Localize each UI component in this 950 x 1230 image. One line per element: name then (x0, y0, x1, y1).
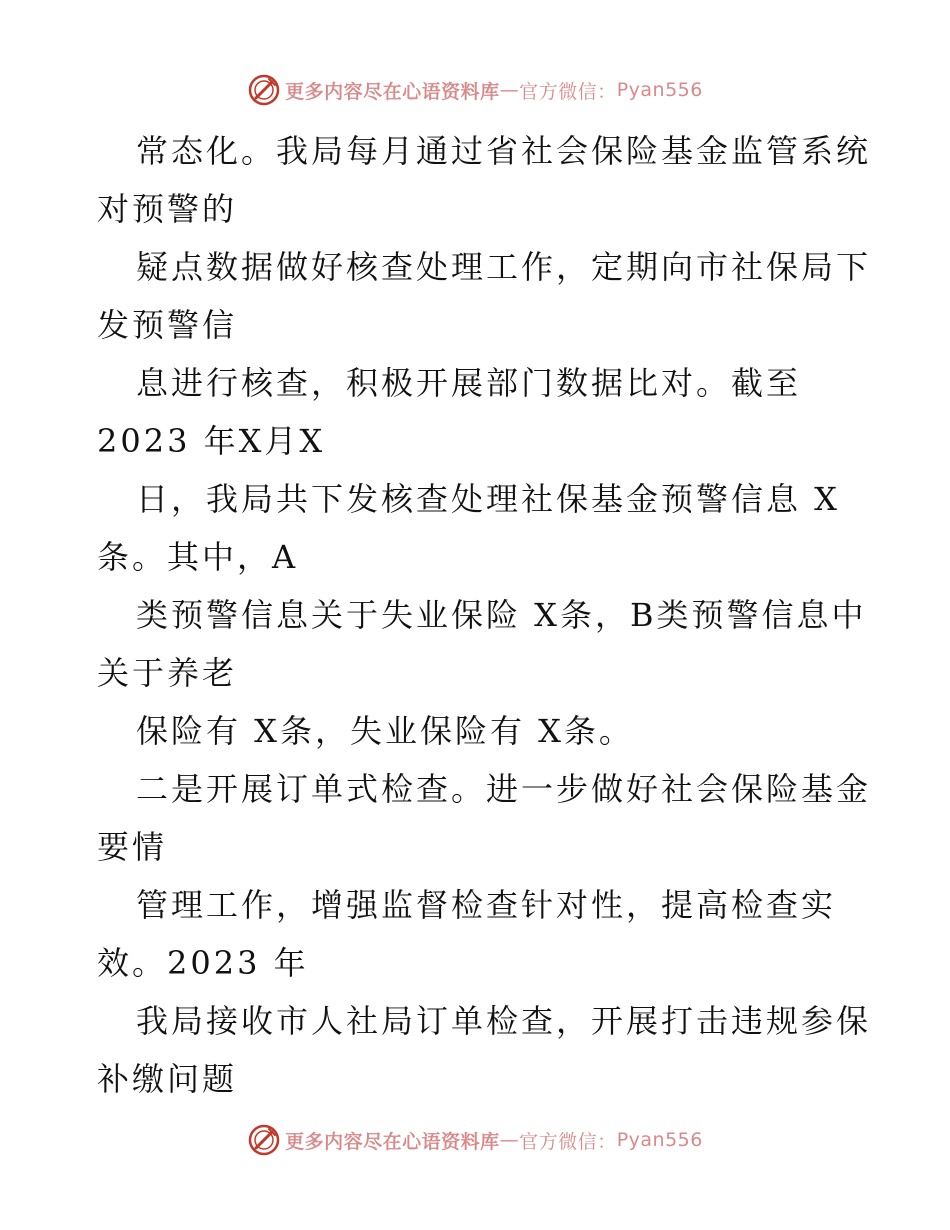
watermark-wechat-label: 官方微信： (519, 1130, 617, 1153)
seal-logo-icon (247, 1123, 281, 1157)
footer-watermark (0, 1120, 950, 1160)
text-line: 对预警的 (97, 190, 238, 228)
text-line: 补缴问题 (97, 1060, 238, 1098)
watermark-brand: 更多内容尽在心语资料库 (285, 80, 500, 103)
text-line: 管理工作，增强监督检查针对性，提高检查实 (136, 886, 837, 924)
watermark-wechat-label: 官方微信： (519, 80, 617, 103)
watermark-dash: — (499, 79, 520, 101)
text-line: 关于养老 (97, 654, 238, 692)
document-body (0, 122, 950, 1108)
text-line: 要情 (97, 828, 168, 866)
watermark-wechat-id: Pyan556 (616, 1129, 703, 1151)
header-watermark (0, 70, 950, 110)
text-line: 常态化。我局每月通过省社会保险基金监管系统 (136, 132, 872, 170)
text-line: 二是开展订单式检查。进一步做好社会保险基金 (136, 770, 872, 808)
text-line: 效。2023 年 (97, 944, 309, 982)
text-line: 我局接收市人社局订单检查，开展打击违规参保 (136, 1002, 872, 1040)
watermark-dash: — (499, 1129, 520, 1151)
watermark-brand: 更多内容尽在心语资料库 (285, 1130, 500, 1153)
seal-logo-icon (247, 73, 281, 107)
text-line: 2023 年X月X (97, 422, 326, 460)
text-line: 发预警信 (97, 306, 238, 344)
text-line: 息进行核查，积极开展部门数据比对。截至 (136, 364, 802, 402)
text-line: 保险有 X条，失业保险有 X条。 (136, 712, 634, 750)
watermark-wechat-id: Pyan556 (616, 79, 703, 101)
text-line: 类预警信息关于失业保险 X条，B类预警信息中 (136, 596, 867, 634)
text-line: 条。其中，A (97, 538, 299, 576)
text-line: 日，我局共下发核查处理社保基金预警信息 X (136, 480, 840, 518)
text-line: 疑点数据做好核查处理工作，定期向市社保局下 (136, 248, 872, 286)
